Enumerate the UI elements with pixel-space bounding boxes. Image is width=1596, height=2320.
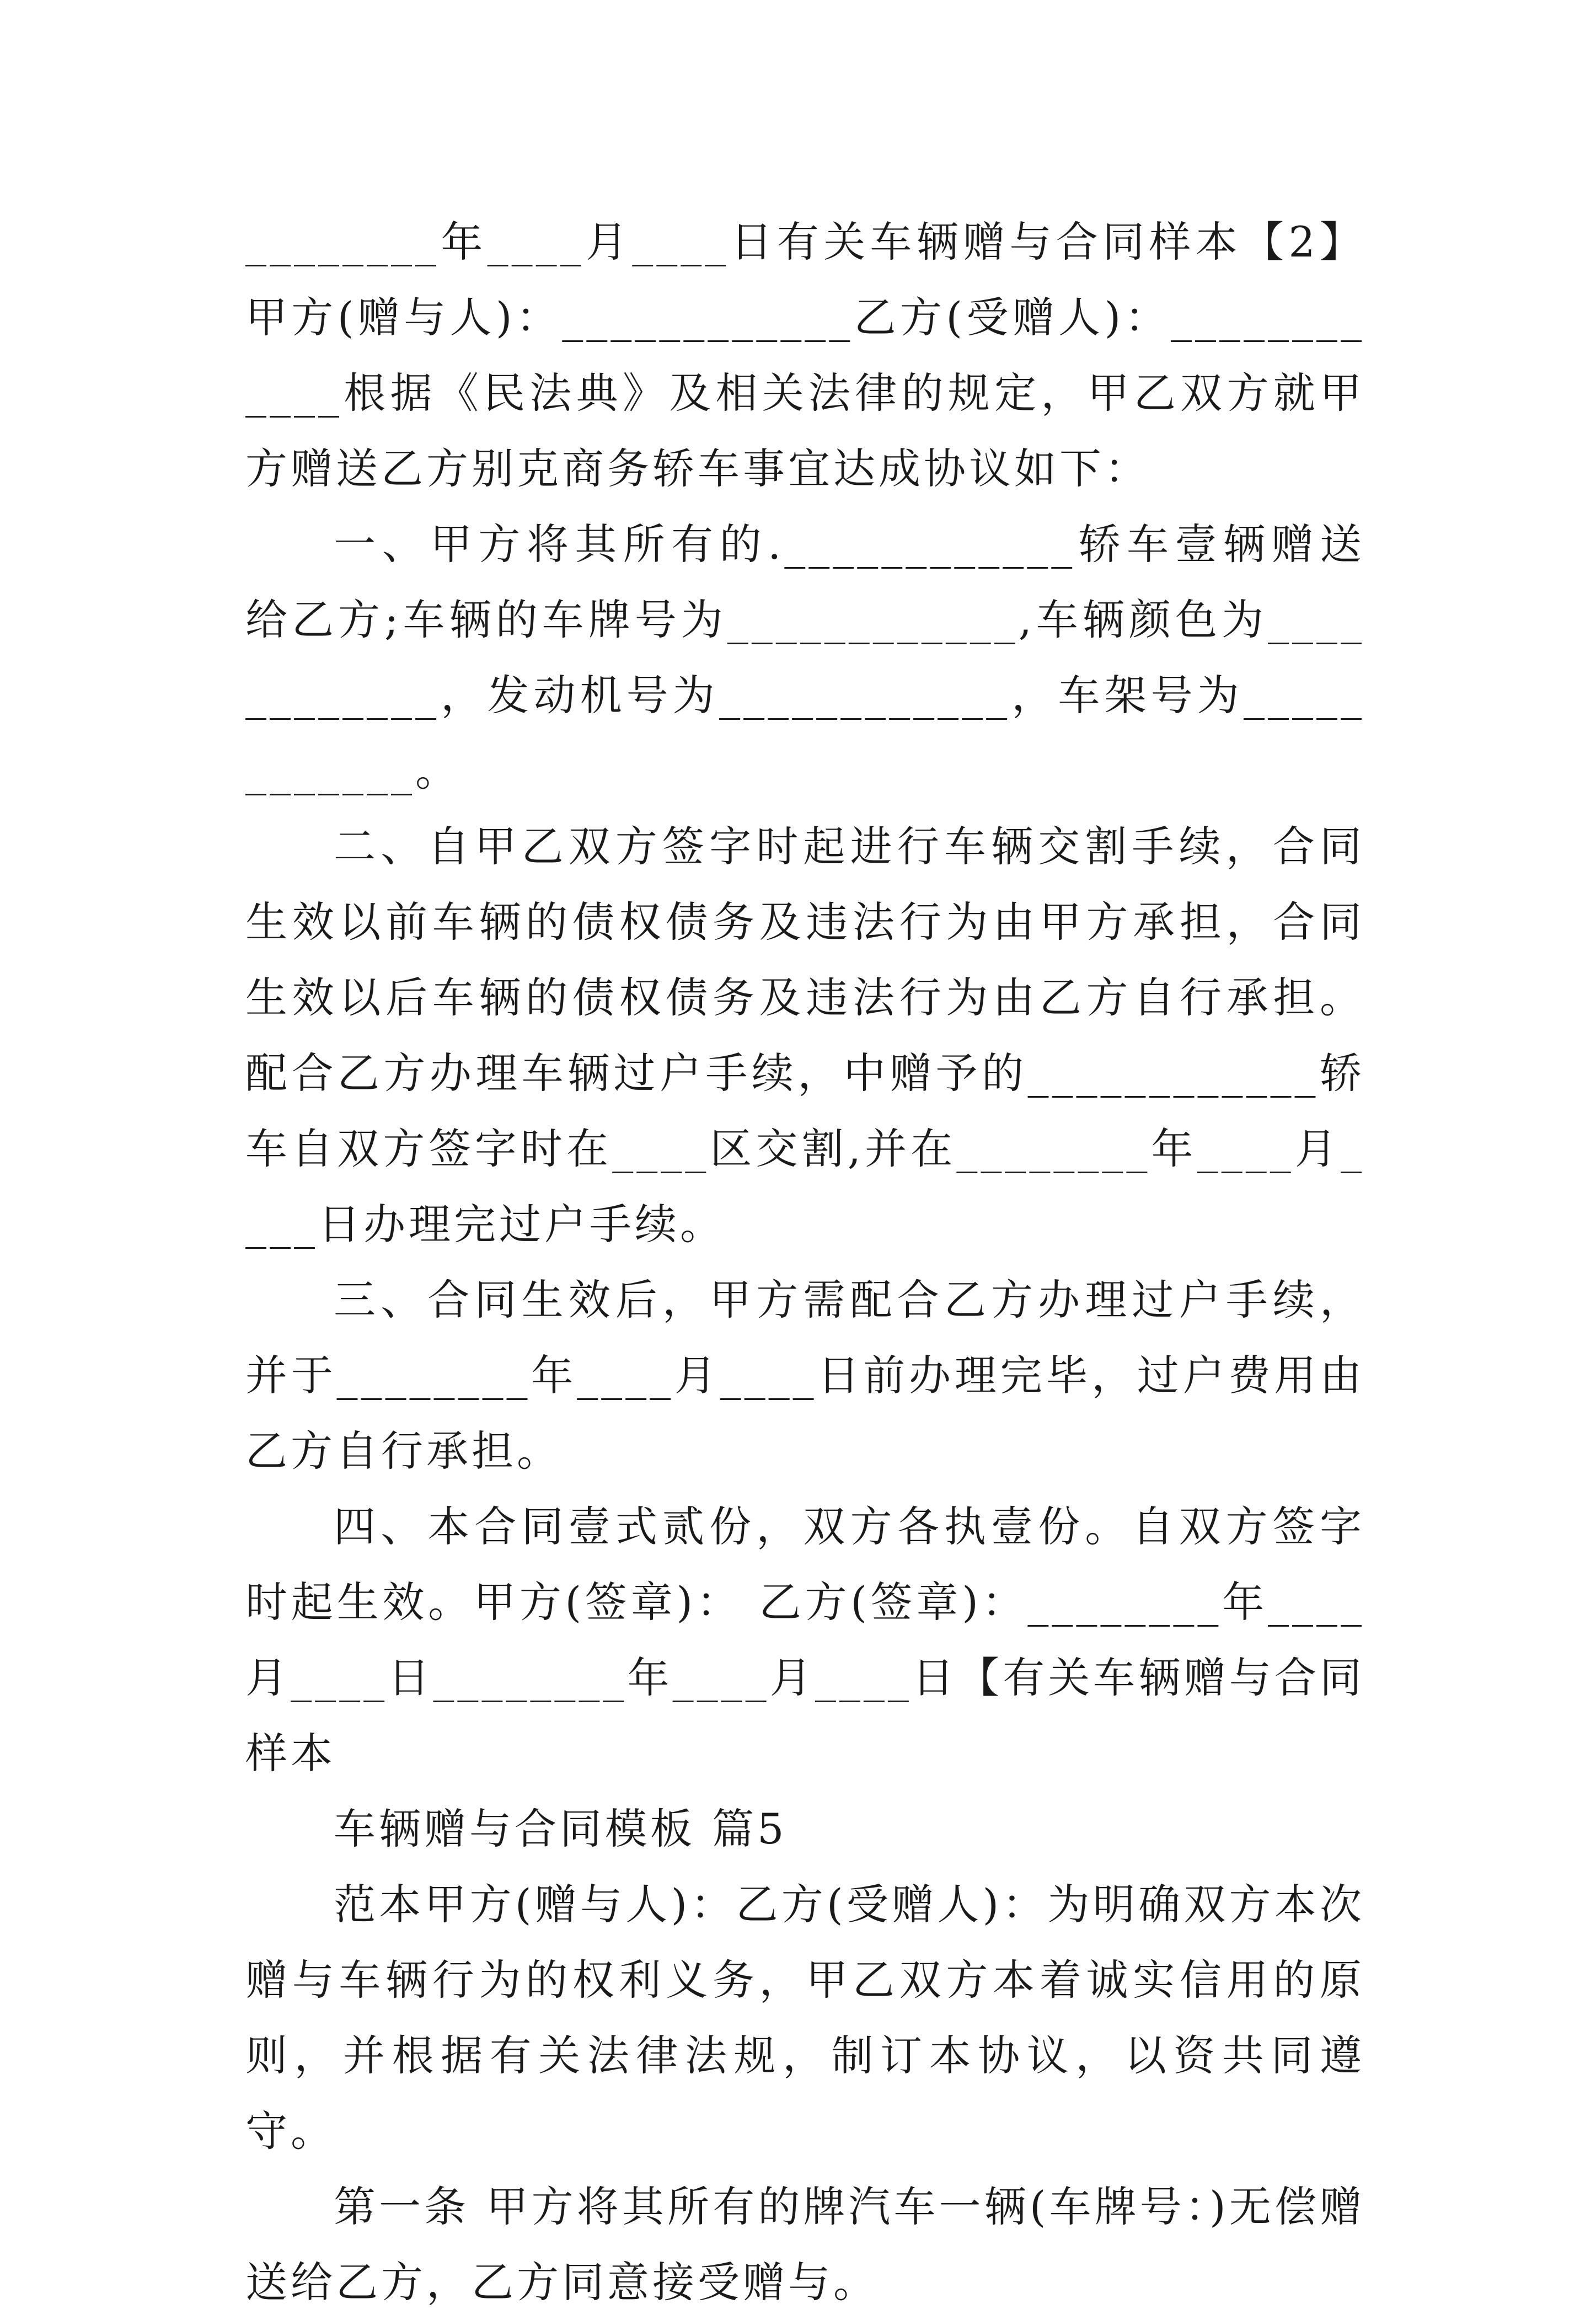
clause-two-paragraph: 二、自甲乙双方签字时起进行车辆交割手续，合同生效以前车辆的债权债务及违法行为由甲方承担，合同生效以后车辆的债权债务及违法行为由乙方自行承担。配合乙方办理车辆过户手续，中赠予的____________轿车自双方签字时在____区交割,并在________年____月____日办理完过户手续。 — [245, 822, 1365, 1249]
clause-one-paragraph: 一、甲方将其所有的.____________轿车壹辆赠送给乙方;车辆的车牌号为____________,车辆颜色为____________，发动机号为____________，车架号为____________。 — [245, 520, 1365, 795]
clause-four-paragraph: 四、本合同壹式贰份，双方各执壹份。自双方签字时起生效。甲方(签章)： 乙方(签章)：________年____月____日________年____月____日【有关车辆赠与合同样本 — [245, 1502, 1365, 1778]
article-one-paragraph: 第一条 甲方将其所有的牌汽车一辆(车牌号：)无偿赠送给乙方，乙方同意接受赠与。 — [245, 2182, 1365, 2307]
section-title: 车辆赠与合同模板 篇5 — [334, 1804, 788, 1853]
clause-three-paragraph: 三、合同生效后，甲方需配合乙方办理过户手续，并于________年____月____日前办理完毕，过户费用由乙方自行承担。 — [245, 1275, 1365, 1476]
document-body — [245, 204, 1365, 2320]
template-intro-paragraph: 范本甲方(赠与人)：乙方(受赠人)：为明确双方本次赠与车辆行为的权利义务，甲乙双方本着诚实信用的原则，并根据有关法律法规，制订本协议，以资共同遵守。 — [245, 1880, 1365, 2156]
contract-heading-paragraph: ________年____月____日有关车辆赠与合同样本【2】甲方(赠与人)：____________乙方(受赠人)：____________根据《民法典》及相关法律的规定，甲乙双方就甲方赠送乙方别克商务轿车事宜达成协议如下： — [245, 217, 1365, 493]
